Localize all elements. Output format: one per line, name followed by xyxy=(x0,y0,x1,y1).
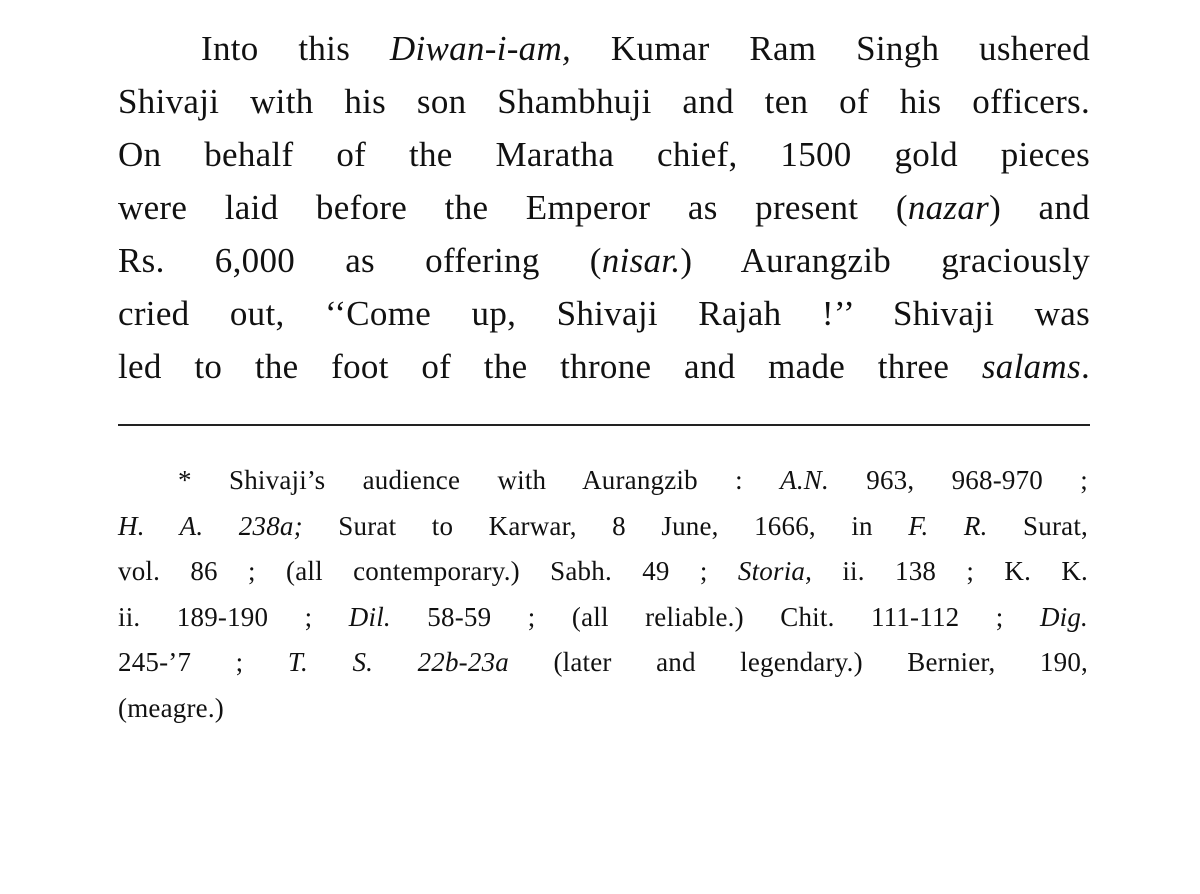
footnote-line-5: 245-’7 ; T. S. 22b-23a (later and legendary.) Bernier, 190, xyxy=(118,647,1088,677)
paragraph-line-5: Rs. 6,000 as offering (nisar.) Aurangzib graciously xyxy=(118,241,1090,280)
footnote-line-1: * Shivaji’s audience with Aurangzib : A.N. 963, 968-970 ; xyxy=(178,465,1088,495)
footnote xyxy=(118,458,1088,731)
paragraph-line-6: cried out, ‘‘Come up, Shivaji Rajah !’’ Shivaji was xyxy=(118,294,1090,333)
footnote-line-3: vol. 86 ; (all contemporary.) Sabh. 49 ; Storia, ii. 138 ; K. K. xyxy=(118,556,1089,586)
paragraph-line-1: Into this Diwan-i-am, Kumar Ram Singh ushered xyxy=(201,29,1091,68)
footnote-line-4: ii. 189-190 ; Dil. 58-59 ; (all reliable.) Chit. 111-112 ; Dig. xyxy=(118,601,1089,632)
paragraph-line-2: Shivaji with his son Shambhuji and ten of his officers. xyxy=(118,82,1090,121)
paragraph-line-4: were laid before the Emperor as present (nazar) and xyxy=(118,188,1090,227)
paragraph-line-3: On behalf of the Maratha chief, 1500 gold pieces xyxy=(118,135,1090,174)
paragraph-line-7: led to the foot of the throne and made three salams. xyxy=(118,347,1090,386)
main-paragraph xyxy=(118,22,1090,393)
footnote-line-2: H. A. 238a; Surat to Karwar, 8 June, 1666, in F. R. Surat, xyxy=(118,510,1088,541)
footnote-divider xyxy=(118,424,1090,426)
footnote-line-6: (meagre.) xyxy=(118,692,224,723)
